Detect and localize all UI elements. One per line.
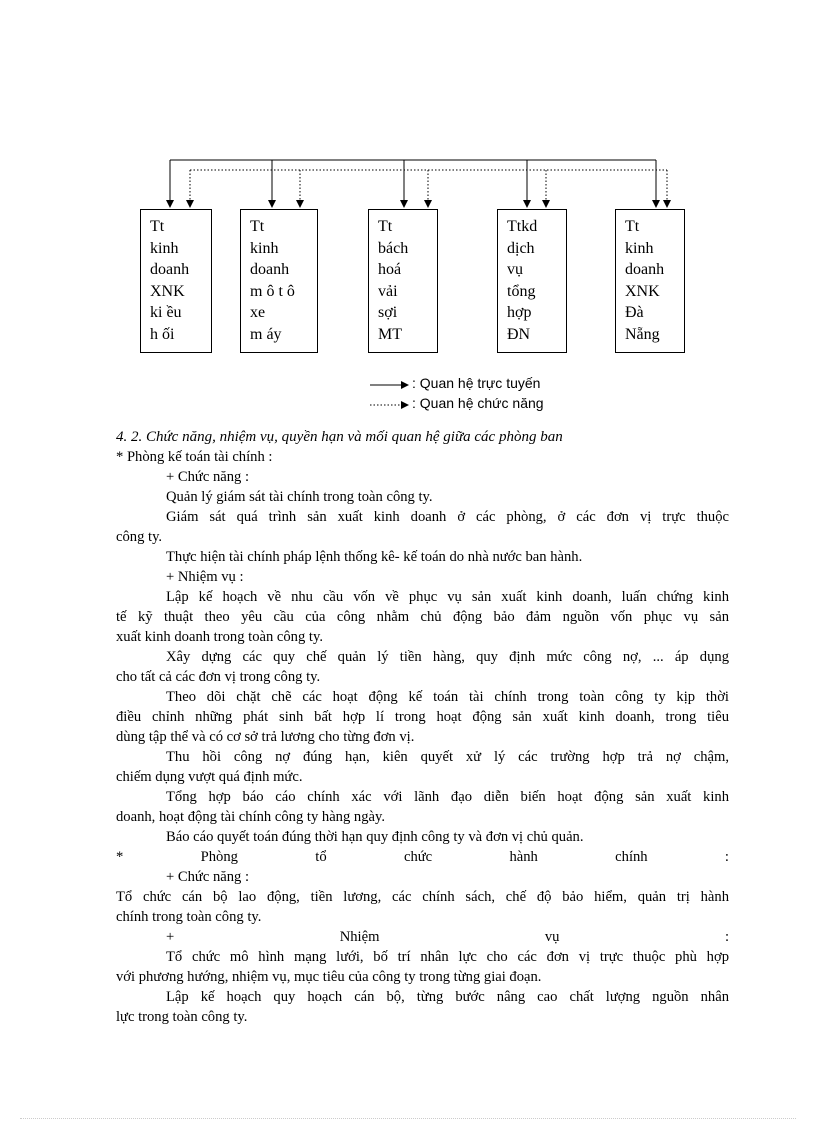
unit-box-4: [497, 209, 567, 353]
box-line: kinh: [250, 239, 279, 257]
box-line: doanh: [150, 261, 190, 279]
box-line: XNK: [150, 282, 185, 300]
text-line: + Nhiệm vụ :: [166, 929, 729, 945]
box-line: h ối: [150, 325, 175, 343]
text-line: xuất kinh doanh trong toàn công ty.: [116, 629, 323, 645]
unit-box-5: [615, 209, 685, 353]
box-line: Đà: [625, 304, 644, 322]
text-line: chính trong toàn công ty.: [116, 909, 262, 925]
text-line: chiếm dụng vượt quá định mức.: [116, 769, 303, 785]
box-line: xe: [250, 304, 266, 322]
text-line: Thực hiện tài chính pháp lệnh thống kê- kế toán do nhà nước ban hành.: [166, 549, 583, 565]
text-line: tế kỹ thuật theo yêu cầu của công nhằm chủ động bảo đảm nguồn vốn phục vụ sản: [116, 609, 729, 625]
box-line: hợp: [507, 304, 532, 322]
box-line: MT: [378, 325, 402, 343]
box-line: Nẵng: [625, 325, 660, 343]
text-line: cho tất cả các đơn vị trong công ty.: [116, 669, 321, 685]
box-line: hoá: [378, 261, 402, 279]
box-line: Tt: [250, 218, 265, 235]
text-line: dùng tập thể và có cơ sở trả lương cho từng đơn vị.: [116, 729, 415, 745]
box-line: bách: [378, 239, 409, 257]
box-line: kinh: [625, 239, 654, 257]
box-line: XNK: [625, 282, 660, 300]
box-line: vụ: [507, 261, 523, 279]
box-line: Tt: [150, 218, 165, 235]
text-line: Lập kế hoạch quy hoạch cán bộ, từng bước nâng cao chất lượng nguồn nhân: [166, 989, 729, 1005]
box-line: kinh: [150, 239, 179, 257]
unit-box-1: [140, 209, 212, 353]
box-line: tổng: [507, 282, 536, 300]
page-footer-rule: [20, 1118, 796, 1119]
text-line: điều chỉnh những phát sinh bất hợp lí trong hoạt động sản xuất kinh doanh, trong tiêu: [116, 709, 729, 725]
box-line: ki ều: [150, 304, 182, 322]
box-line: Tt: [378, 218, 393, 235]
text-line: Giám sát quá trình sản xuất kinh doanh ở các phòng, ở các đơn vị trực thuộc: [166, 509, 729, 525]
box-line: doanh: [250, 261, 290, 279]
section-heading: 4. 2. Chức năng, nhiệm vụ, quyền hạn và mối quan hệ giữa các phòng ban: [116, 429, 563, 445]
box-line: m áy: [250, 325, 282, 343]
text-line: Quản lý giám sát tài chính trong toàn công ty.: [166, 489, 433, 505]
text-line: doanh, hoạt động tài chính công ty hàng ngày.: [116, 809, 385, 825]
text-line: * Phòng kế toán tài chính :: [116, 449, 273, 465]
text-line: với phương hướng, nhiệm vụ, mục tiêu của công ty trong từng giai đoạn.: [116, 969, 542, 985]
text-line: + Chức năng :: [166, 869, 250, 885]
text-line: + Nhiệm vụ :: [166, 569, 244, 585]
text-line: lực trong toàn công ty.: [116, 1009, 248, 1025]
text-line: công ty.: [116, 529, 163, 545]
unit-box-2: [240, 209, 318, 353]
text-line: * Phòng tổ chức hành chính :: [116, 849, 729, 865]
text-line: Tổng hợp báo cáo chính xác với lãnh đạo diễn biến hoạt động sản xuất kinh: [166, 789, 729, 805]
text-line: Lập kế hoạch về nhu cầu vốn về phục vụ sản xuất kinh doanh, luấn chứng kinh: [166, 589, 729, 605]
box-line: vải: [378, 282, 398, 300]
text-line: + Chức năng :: [166, 469, 250, 485]
box-line: dịch: [507, 239, 535, 257]
text-line: Thu hồi công nợ đúng hạn, kiên quyết xử lý các trường hợp trả nợ chậm,: [166, 749, 729, 765]
text-line: Tổ chức cán bộ lao động, tiền lương, các chính sách, chế độ bảo hiểm, quản trị hành: [116, 889, 729, 905]
box-line: Tt: [625, 218, 640, 235]
box-line: m ô t ô: [250, 282, 295, 300]
box-line: doanh: [625, 261, 665, 279]
unit-box-3: [368, 209, 438, 353]
text-line: Báo cáo quyết toán đúng thời hạn quy định công ty và đơn vị chủ quản.: [166, 829, 584, 845]
text-line: Xây dựng các quy chế quản lý tiền hàng, quy định mức công nợ, ... áp dụng: [166, 649, 729, 665]
legend-solid-label: : Quan hệ trực tuyến: [412, 375, 541, 391]
text-line: Theo dõi chặt chẽ các hoạt động kế toán tài chính trong toàn công ty kịp thời: [166, 689, 729, 705]
legend-dotted-label: : Quan hệ chức năng: [412, 395, 544, 411]
box-line: ĐN: [507, 325, 531, 343]
box-line: Ttkd: [507, 218, 538, 235]
text-line: Tổ chức mô hình mạng lưới, bố trí nhân lực cho các đơn vị trực thuộc phù hợp: [166, 949, 729, 965]
box-line: sợi: [378, 304, 398, 322]
